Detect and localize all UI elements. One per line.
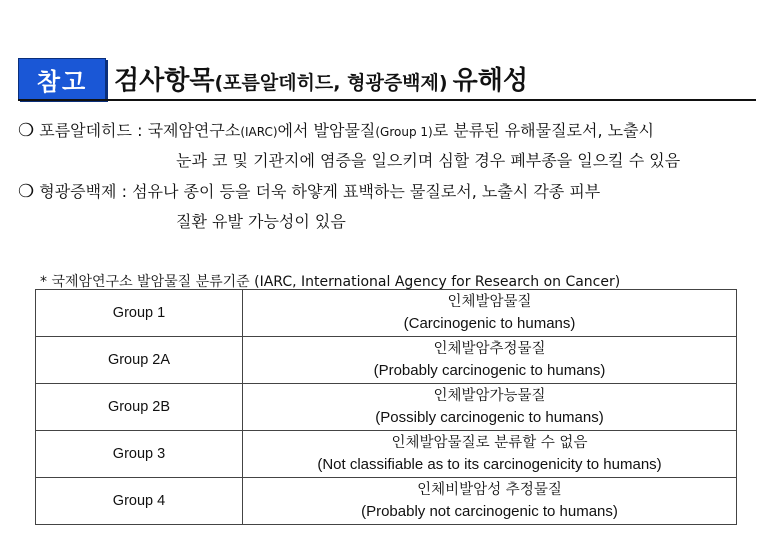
- bullet-circle-icon: ❍: [18, 181, 35, 202]
- desc-en: (Possibly carcinogenic to humans): [375, 409, 604, 426]
- formaldehyde-line-2: 눈과 코 및 기관지에 염증을 일으키며 심할 경우 폐부종을 일으킬 수 있음: [176, 151, 681, 170]
- desc-ko: 인체비발암성 추정물질: [417, 482, 562, 498]
- group-name: Group 2B: [36, 384, 243, 431]
- bullet-circle-icon: ❍: [18, 120, 35, 141]
- formaldehyde-term: 포름알데히드: [39, 121, 132, 140]
- desc-ko: 인체발암추정물질: [433, 341, 546, 357]
- group-name: Group 1: [36, 290, 243, 337]
- title-main: 검사항목: [114, 66, 215, 96]
- desc-en: (Probably carcinogenic to humans): [373, 362, 606, 379]
- table-row: [36, 384, 737, 431]
- formaldehyde-line-1: [18, 118, 654, 141]
- desc-ko: 인체발암물질: [447, 294, 532, 310]
- group-description: [243, 431, 737, 478]
- table-caption: * 국제암연구소 발암물질 분류기준 (IARC, International Agency for Research on Cancer): [40, 274, 621, 290]
- reference-badge: 참고: [18, 58, 106, 100]
- brightener-line-1: [18, 179, 600, 202]
- group-name: Group 3: [36, 431, 243, 478]
- page-title: [114, 60, 528, 97]
- desc-en: (Probably not carcinogenic to humans): [361, 503, 618, 520]
- table-row: [36, 290, 737, 337]
- desc-en: (Carcinogenic to humans): [403, 315, 576, 332]
- colon-separator: :: [121, 182, 133, 201]
- colon-separator: :: [137, 121, 148, 140]
- text-segment: 국제암연구소: [147, 121, 241, 140]
- table-row: [36, 337, 737, 384]
- desc-ko: 인체발암물질로 분류할 수 없음: [391, 435, 588, 451]
- iarc-classification-table: [35, 289, 737, 525]
- section-header: [18, 58, 756, 100]
- table-row: [36, 431, 737, 478]
- text-segment: (Group 1): [375, 125, 433, 139]
- desc-ko: 인체발암가능물질: [433, 388, 546, 404]
- desc-en: (Not classifiable as to its carcinogenicity to humans): [317, 456, 662, 473]
- title-end: 유해성: [452, 66, 529, 96]
- group-description: [243, 290, 737, 337]
- text-segment: 에서 발암물질: [277, 121, 376, 140]
- header-rule: [18, 99, 756, 101]
- group-name: Group 4: [36, 478, 243, 525]
- text-segment: (IARC): [240, 125, 278, 139]
- group-description: [243, 384, 737, 431]
- text-segment: 로 분류된 유해물질로서, 노출시: [432, 121, 655, 140]
- text-segment: 섬유나 종이 등을 더욱 하얗게 표백하는 물질로서, 노출시 각종 피부: [132, 182, 601, 201]
- group-name: Group 2A: [36, 337, 243, 384]
- table-row: [36, 478, 737, 525]
- group-description: [243, 478, 737, 525]
- title-sub: (포름알데히드, 형광증백제): [214, 72, 448, 94]
- group-description: [243, 337, 737, 384]
- brightener-term: 형광증백제: [39, 182, 117, 201]
- brightener-line-2: 질환 유발 가능성이 있음: [176, 212, 346, 231]
